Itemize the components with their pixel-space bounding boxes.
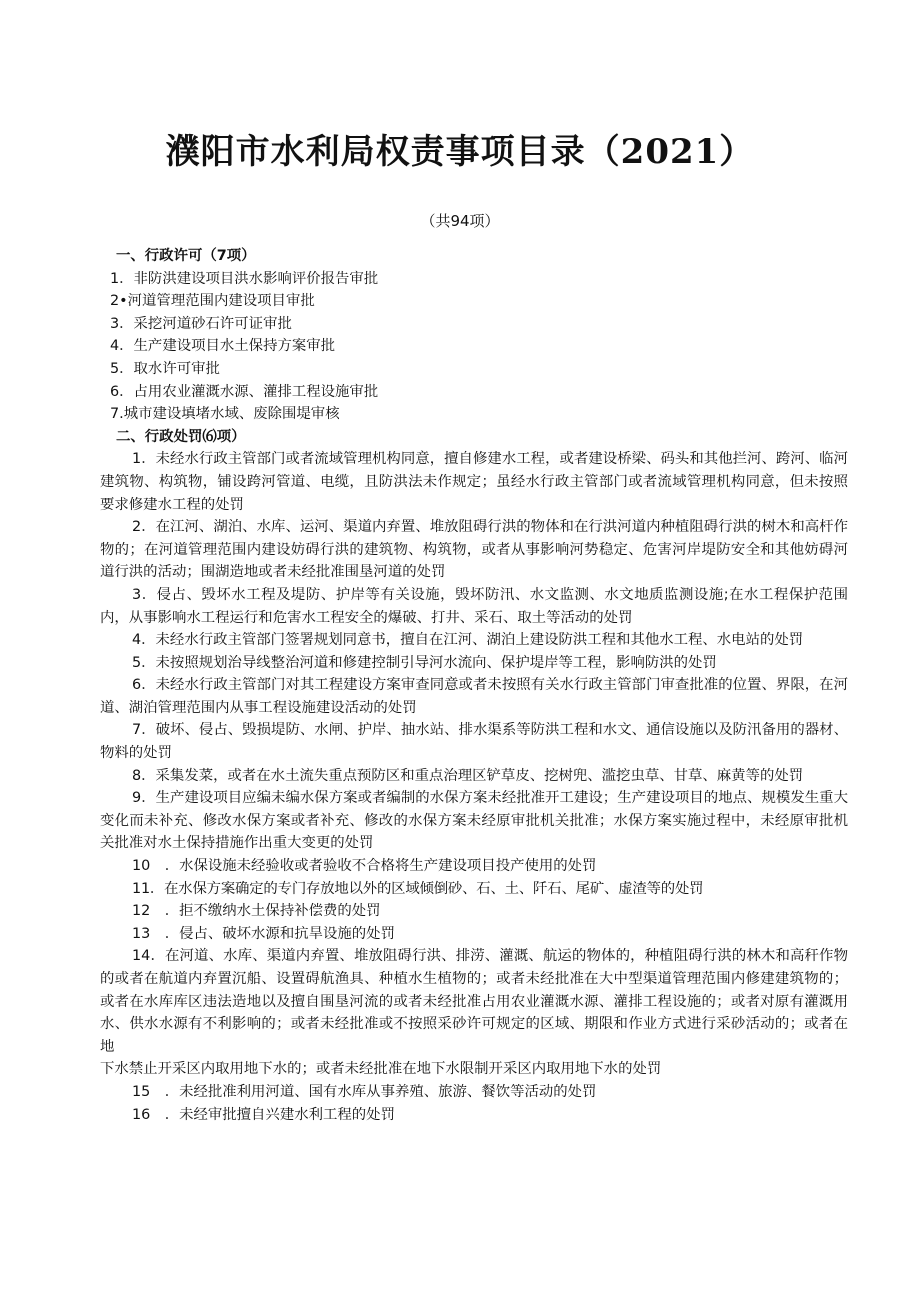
document-body	[100, 245, 848, 1126]
page-title: 濮阳市水利局权责事项目录（2021）	[165, 132, 755, 172]
list-item: 3．侵占、毁坏水工程及堤防、护岸等有关设施，毁坏防汛、水文监测、水文地质监测设施;在水工程保护范围内，从事影响水工程运行和危害水工程安全的爆破、打井、采石、取土等活动的处罚	[100, 586, 848, 626]
list-item: 5．未按照规划治导线整治河道和修建控制引导河水流向、保护堤岸等工程，影响防洪的处罚	[132, 654, 717, 671]
list-item: 15 ．未经批准利用河道、国有水库从事养殖、旅游、餐饮等活动的处罚	[132, 1083, 597, 1100]
list-item: 5．取水许可审批	[110, 360, 220, 377]
list-item: 8．采集发菜，或者在水土流失重点预防区和重点治理区铲草皮、挖树兜、滥挖虫草、甘草、麻黄等的处罚	[132, 767, 804, 784]
list-item: 6．占用农业灌溉水源、灌排工程设施审批	[110, 383, 379, 400]
list-item: 6．未经水行政主管部门对其工程建设方案审查同意或者未按照有关水行政主管部门审查批准的位置、界限，在河道、湖泊管理范围内从事工程设施建设活动的处罚	[100, 677, 848, 716]
list-item: 4．未经水行政主管部门签署规划同意书，擅自在江河、湖泊上建设防洪工程和其他水工程、水电站的处罚	[132, 632, 804, 649]
item-count: （共94项）	[420, 212, 500, 230]
list-item: 9．生产建设项目应编未编水保方案或者编制的水保方案未经批准开工建设；生产建设项目的地点、规模发生重大变化而未补充、修改水保方案或者补充、修改的水保方案未经原审批机关批准；水保方案实施过程中，未经原审批机关批准对水土保持措施作出重大变更的处罚	[100, 790, 848, 852]
list-item: 1．非防洪建设项目洪水影响评价报告审批	[110, 270, 379, 287]
list-item: 12 ．拒不缴纳水土保持补偿费的处罚	[132, 903, 381, 920]
list-item: 13 ．侵占、破坏水源和抗旱设施的处罚	[132, 925, 395, 942]
list-item: 7．破坏、侵占、毁损堤防、水闸、护岸、抽水站、排水渠系等防洪工程和水文、通信设施以及防汛备用的器材、物料的处罚	[100, 722, 848, 762]
list-item: 16 ．未经审批擅自兴建水利工程的处罚	[132, 1106, 395, 1123]
list-item: 11．在水保方案确定的专门存放地以外的区域倾倒砂、石、土、阡石、尾矿、虚渣等的处罚	[132, 880, 704, 897]
list-item: 2•河道管理范围内建设项目审批	[110, 293, 315, 310]
list-item: 3．采挖河道砂石许可证审批	[110, 315, 292, 332]
section-heading-licensing: 一、行政许可（7项）	[116, 248, 256, 264]
list-item: 7.城市建设填堵水域、废除围堤审核	[110, 406, 340, 423]
list-item: 14．在河道、水库、渠道内弃置、堆放阻碍行洪、排涝、灌溉、航运的物体的，种植阻碍行洪的林木和高秆作物的或者在航道内弃置沉船、设置碍航渔具、种植水生植物的；或者未经批准在大中型渠道管理范围内修建建筑物的；或者在水库库区违法造地以及擅自围垦河流的或者未经批准占用农业灌溉水源、灌排工程设施的；或者对原有灌溉用水、供水水源有不利影响的；或者未经批准或不按照采砂许可规定的区域、期限和作业方式进行采砂活动的；或者在地	[100, 948, 848, 1055]
list-item-continuation: 下水禁止开采区内取用地下水的；或者未经批准在地下水限制开采区内取用地下水的处罚	[100, 1061, 662, 1078]
list-item: 1．未经水行政主管部门或者流域管理机构同意，擅自修建水工程，或者建设桥梁、码头和其他拦河、跨河、临河建筑物、构筑物，铺设跨河管道、电缆，且防洪法未作规定；虽经水行政主管部门或者流域管理机构同意，但未按照要求修建水工程的处罚	[100, 451, 848, 513]
list-item: 2．在江河、湖泊、水库、运河、渠道内弃置、堆放阻碍行洪的物体和在行洪河道内种植阻碍行洪的树木和高杆作物的；在河道管理范围内建设妨碍行洪的建筑物、构筑物，或者从事影响河势稳定、危害河岸堤防安全和其他妨碍河道行洪的活动；围湖造地或者未经批准围垦河道的处罚	[100, 519, 848, 581]
section-heading-penalties: 二、行政处罚⑹项）	[116, 428, 246, 445]
list-item: 4．生产建设项目水土保持方案审批	[110, 338, 336, 355]
list-item: 10 ．水保设施未经验收或者验收不合格将生产建设项目投产使用的处罚	[132, 858, 597, 875]
